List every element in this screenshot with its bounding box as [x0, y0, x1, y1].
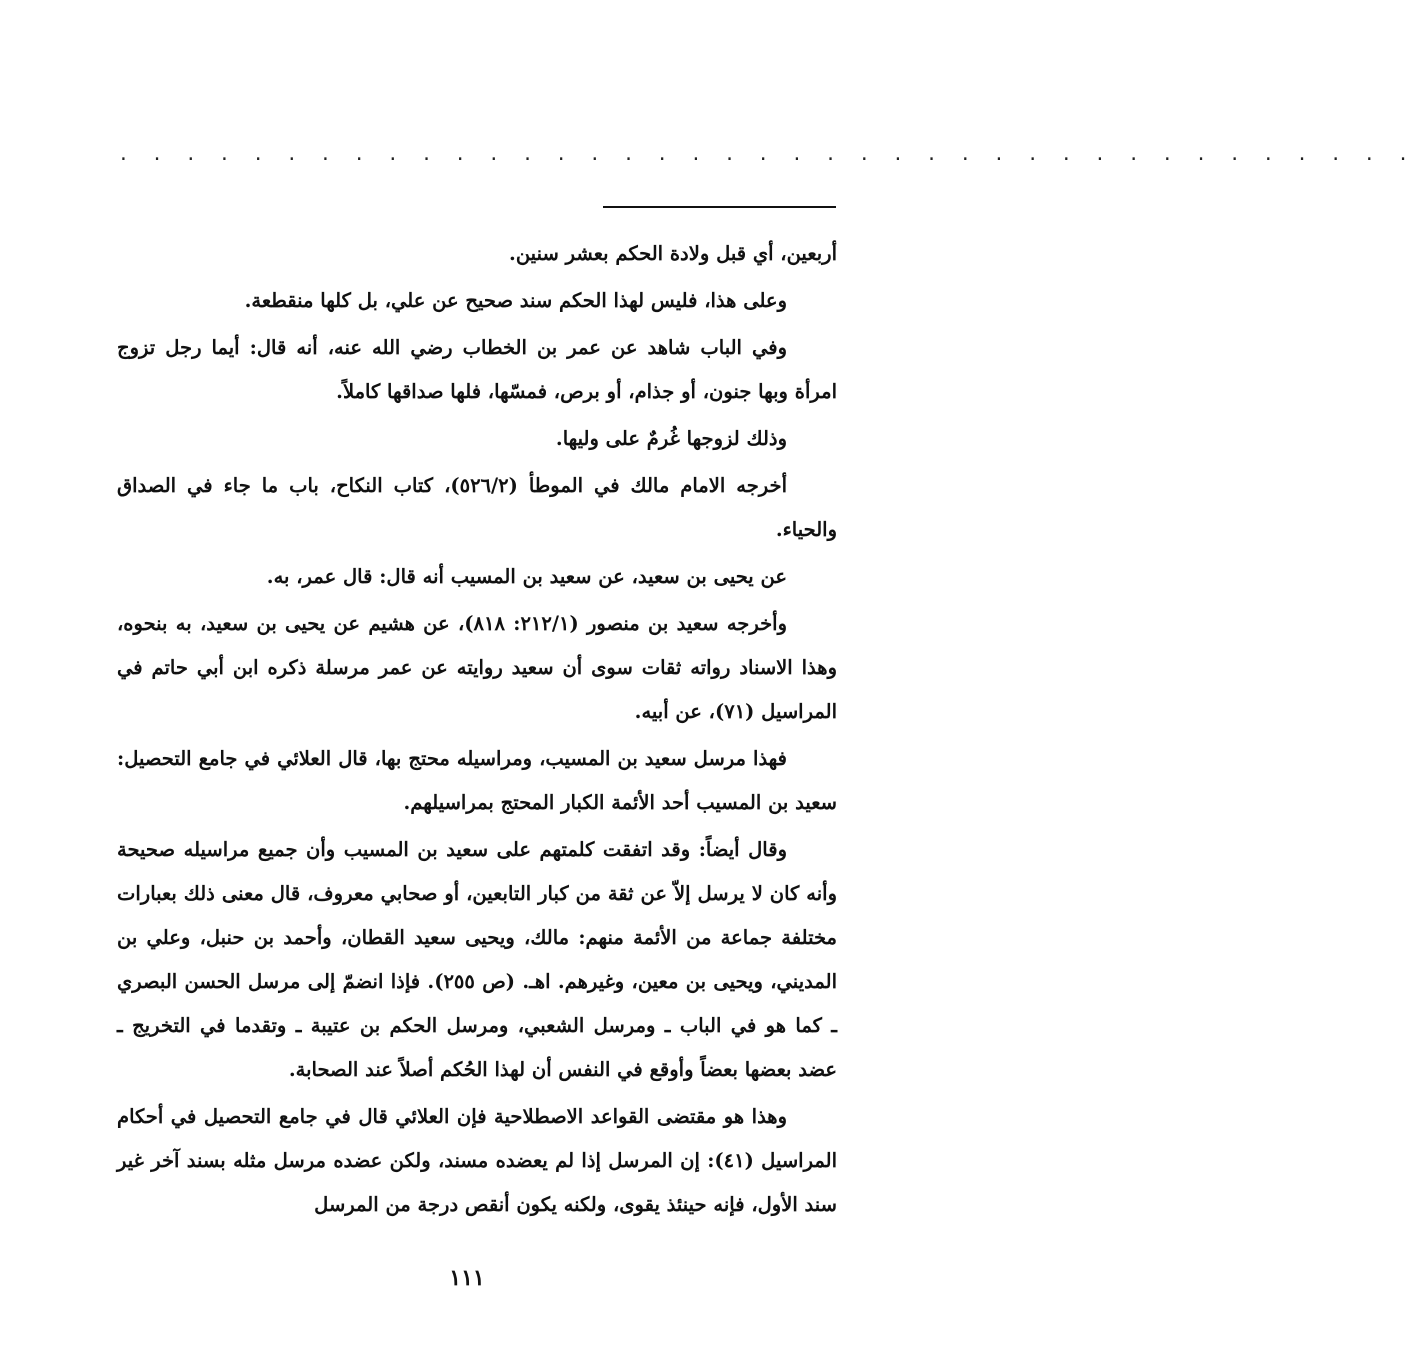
- paragraph: وعلى هذا، فليس لهذا الحكم سند صحيح عن علي، بل كلها منقطعة.: [244, 289, 787, 312]
- paragraph: أربعين، أي قبل ولادة الحكم بعشر سنين.: [509, 242, 837, 265]
- paragraph: وهذا هو مقتضى القواعد الاصطلاحية فإن العلائي قال في جامع التحصيل في أحكام المراسيل (٤١): إن المرسل إذا لم يعضده مسند، ولكن عضده مرسل مثله بسند آخر غير سند الأول، فإنه حينئذ يقوى، ولكنه يكون أنقص درجة من المرسل: [117, 1105, 837, 1216]
- paragraph: وفي الباب شاهد عن عمر بن الخطاب رضي الله عنه، أنه قال: أيما رجل تزوج امرأة وبها جنون، أو جذام، أو برص، فمسّها، فلها صداقها كاملاً.: [117, 336, 837, 403]
- paragraph: أخرجه الامام مالك في الموطأ (٥٢٦/٢)، كتاب النكاح، باب ما جاء في الصداق والحياء.: [117, 474, 837, 541]
- page-number: ١١١: [449, 1265, 485, 1291]
- paragraph: وأخرجه سعيد بن منصور (٢١٢/١: ٨١٨)، عن هشيم عن يحيى بن سعيد، به بنحوه، وهذا الاسناد رواته ثقات سوى أن سعيد روايته عن عمر مرسلة ذكره ابن أبي حاتم في المراسيل (٧١)، عن أبيه.: [117, 612, 837, 723]
- paragraph: فهذا مرسل سعيد بن المسيب، ومراسيله محتج بها، قال العلائي في جامع التحصيل: سعيد بن المسيب أحد الأئمة الكبار المحتج بمراسيلهم.: [117, 747, 837, 814]
- paragraph: وقال أيضاً: وقد اتفقت كلمتهم على سعيد بن المسيب وأن جميع مراسيله صحيحة وأنه كان لا يرسل إلاّ عن ثقة من كبار التابعين، أو صحابي معروف، قال معنى ذلك بعبارات مختلفة جماعة من الأئمة منهم: مالك، ويحيى سعيد القطان، وأحمد بن حنبل، وعلي بن المديني، ويحيى بن معين، وغيرهم. اهـ. (ص ٢٥٥). فإذا انضمّ إلى مرسل الحسن البصري ـ كما هو في الباب ـ ومرسل الشعبي، ومرسل الحكم بن عتيبة ـ وتقدما في التخريج ـ عضد بعضها بعضاً وأوقع في النفس أن لهذا الحُكم أصلاً عند الصحابة.: [117, 838, 837, 1081]
- dotted-separator: . . . . . . . . . . . . . . . . . . . . . . . . . . . . . . . . . . . . . . .: [118, 144, 1414, 165]
- footnote-rule: [603, 206, 836, 208]
- paragraph: عن يحيى بن سعيد، عن سعيد بن المسيب أنه قال: قال عمر، به.: [266, 565, 787, 588]
- body-text: [117, 232, 837, 1230]
- paragraph: وذلك لزوجها غُرمٌ على وليها.: [555, 427, 787, 450]
